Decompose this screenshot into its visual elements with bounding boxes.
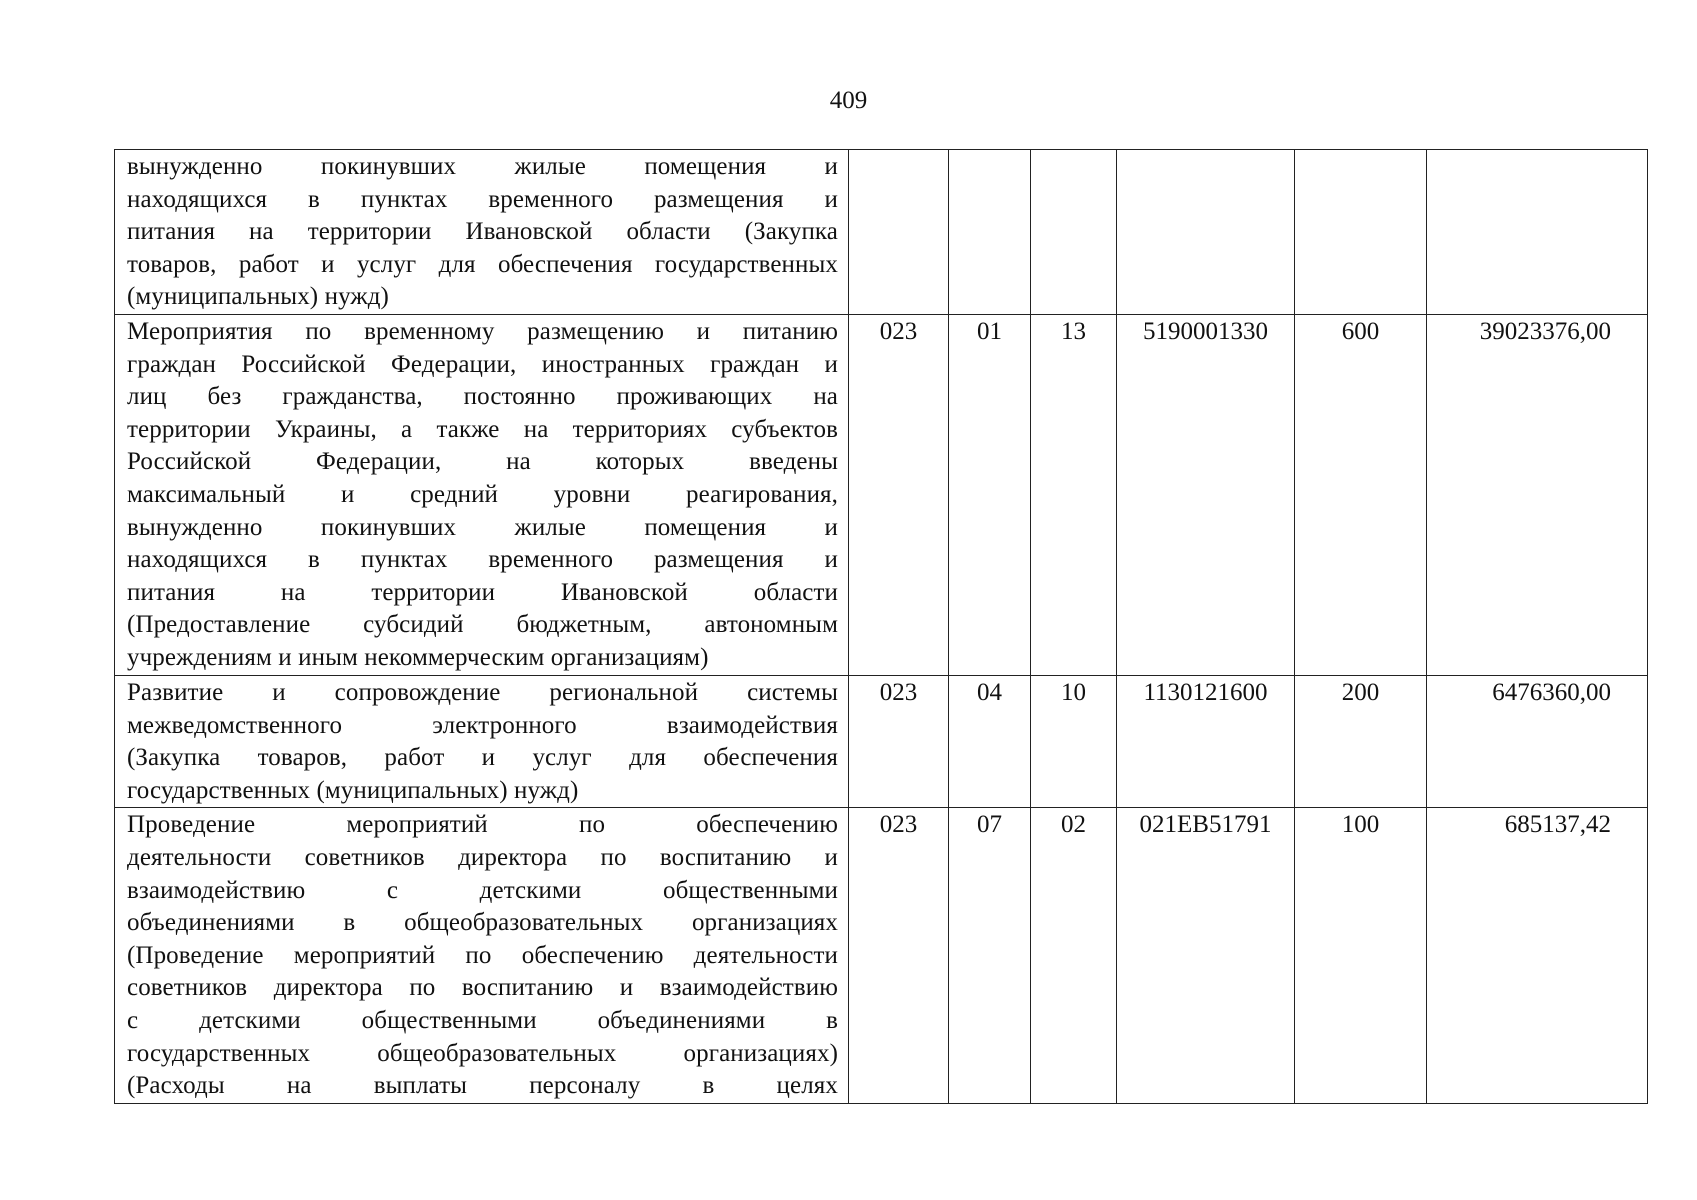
description-line: (Расходы на выплаты персоналу в целях <box>127 1072 838 1100</box>
page-number: 409 <box>829 87 868 114</box>
expense-type-cell <box>1295 150 1427 315</box>
section-code-cell: 07 <box>949 808 1031 1103</box>
description-line: Проведение мероприятий по обеспечению <box>127 811 838 839</box>
subsection-code-cell: 02 <box>1031 808 1117 1103</box>
description-line: лиц без гражданства, постоянно проживающих на <box>127 383 838 411</box>
description-cell <box>115 150 849 315</box>
description-line: Мероприятия по временному размещению и питанию <box>127 318 838 345</box>
description-line: (Предоставление субсидий бюджетным, автономным <box>127 611 838 639</box>
description-line: территории Украины, а также на территориях субъектов <box>127 415 838 443</box>
ministry-code-cell <box>849 150 949 315</box>
table-row <box>115 808 1648 1103</box>
description-line: находящихся в пунктах временного размещения и <box>127 546 838 574</box>
description-cell <box>115 315 849 676</box>
description-line: вынужденно покинувших жилые помещения и <box>127 513 838 541</box>
description-cell <box>115 676 849 808</box>
description-line: государственных (муниципальных) нужд) <box>127 776 579 804</box>
description-line: деятельности советников директора по воспитанию и <box>127 843 838 871</box>
expense-type-cell: 600 <box>1295 315 1427 676</box>
description-line: взаимодействию с детскими общественными <box>127 876 838 904</box>
subsection-code-cell: 10 <box>1031 676 1117 808</box>
section-code-cell: 04 <box>949 676 1031 808</box>
description-line: с детскими общественными объединениями в <box>127 1006 838 1034</box>
target-article-cell: 021EB51791 <box>1117 808 1295 1103</box>
section-code-cell <box>949 150 1031 315</box>
amount-cell <box>1427 150 1648 315</box>
subsection-code-cell: 13 <box>1031 315 1117 676</box>
expense-type-cell: 200 <box>1295 676 1427 808</box>
table-row <box>115 676 1648 808</box>
subsection-code-cell <box>1031 150 1117 315</box>
description-line: межведомственного электронного взаимодействия <box>127 711 838 739</box>
amount-cell: 39023376,00 <box>1427 315 1648 676</box>
description-line: Развитие и сопровождение региональной системы <box>127 679 838 706</box>
target-article-cell: 5190001330 <box>1117 315 1295 676</box>
expense-type-cell: 100 <box>1295 808 1427 1103</box>
description-line: максимальный и средний уровни реагирования, <box>127 480 838 508</box>
description-line: (муниципальных) нужд) <box>127 283 389 311</box>
description-line: питания на территории Ивановской области <box>127 578 838 606</box>
section-code-cell: 01 <box>949 315 1031 676</box>
amount-cell: 6476360,00 <box>1427 676 1648 808</box>
description-line: граждан Российской Федерации, иностранных граждан и <box>127 350 838 378</box>
amount-cell: 685137,42 <box>1427 808 1648 1103</box>
ministry-code-cell: 023 <box>849 808 949 1103</box>
description-line: (Закупка товаров, работ и услуг для обеспечения <box>127 744 838 772</box>
description-line: объединениями в общеобразовательных организациях <box>127 909 838 937</box>
description-line: вынужденно покинувших жилые помещения и <box>127 153 838 180</box>
ministry-code-cell: 023 <box>849 315 949 676</box>
description-cell <box>115 808 849 1103</box>
budget-table <box>114 149 1648 1104</box>
table-row <box>115 150 1648 315</box>
description-line: учреждениям и иным некоммерческим организациям) <box>127 643 709 671</box>
target-article-cell: 1130121600 <box>1117 676 1295 808</box>
description-line: находящихся в пунктах временного размещения и <box>127 185 838 213</box>
description-line: государственных общеобразовательных организациях) <box>127 1039 838 1067</box>
description-line: (Проведение мероприятий по обеспечению деятельности <box>127 941 838 969</box>
description-line: советников директора по воспитанию и взаимодействию <box>127 974 838 1002</box>
target-article-cell <box>1117 150 1295 315</box>
description-line: Российской Федерации, на которых введены <box>127 448 838 476</box>
table-row <box>115 315 1648 676</box>
ministry-code-cell: 023 <box>849 676 949 808</box>
table-body <box>115 150 1648 1104</box>
description-line: питания на территории Ивановской области (Закупка <box>127 218 838 246</box>
description-line: товаров, работ и услуг для обеспечения государственных <box>127 250 838 278</box>
